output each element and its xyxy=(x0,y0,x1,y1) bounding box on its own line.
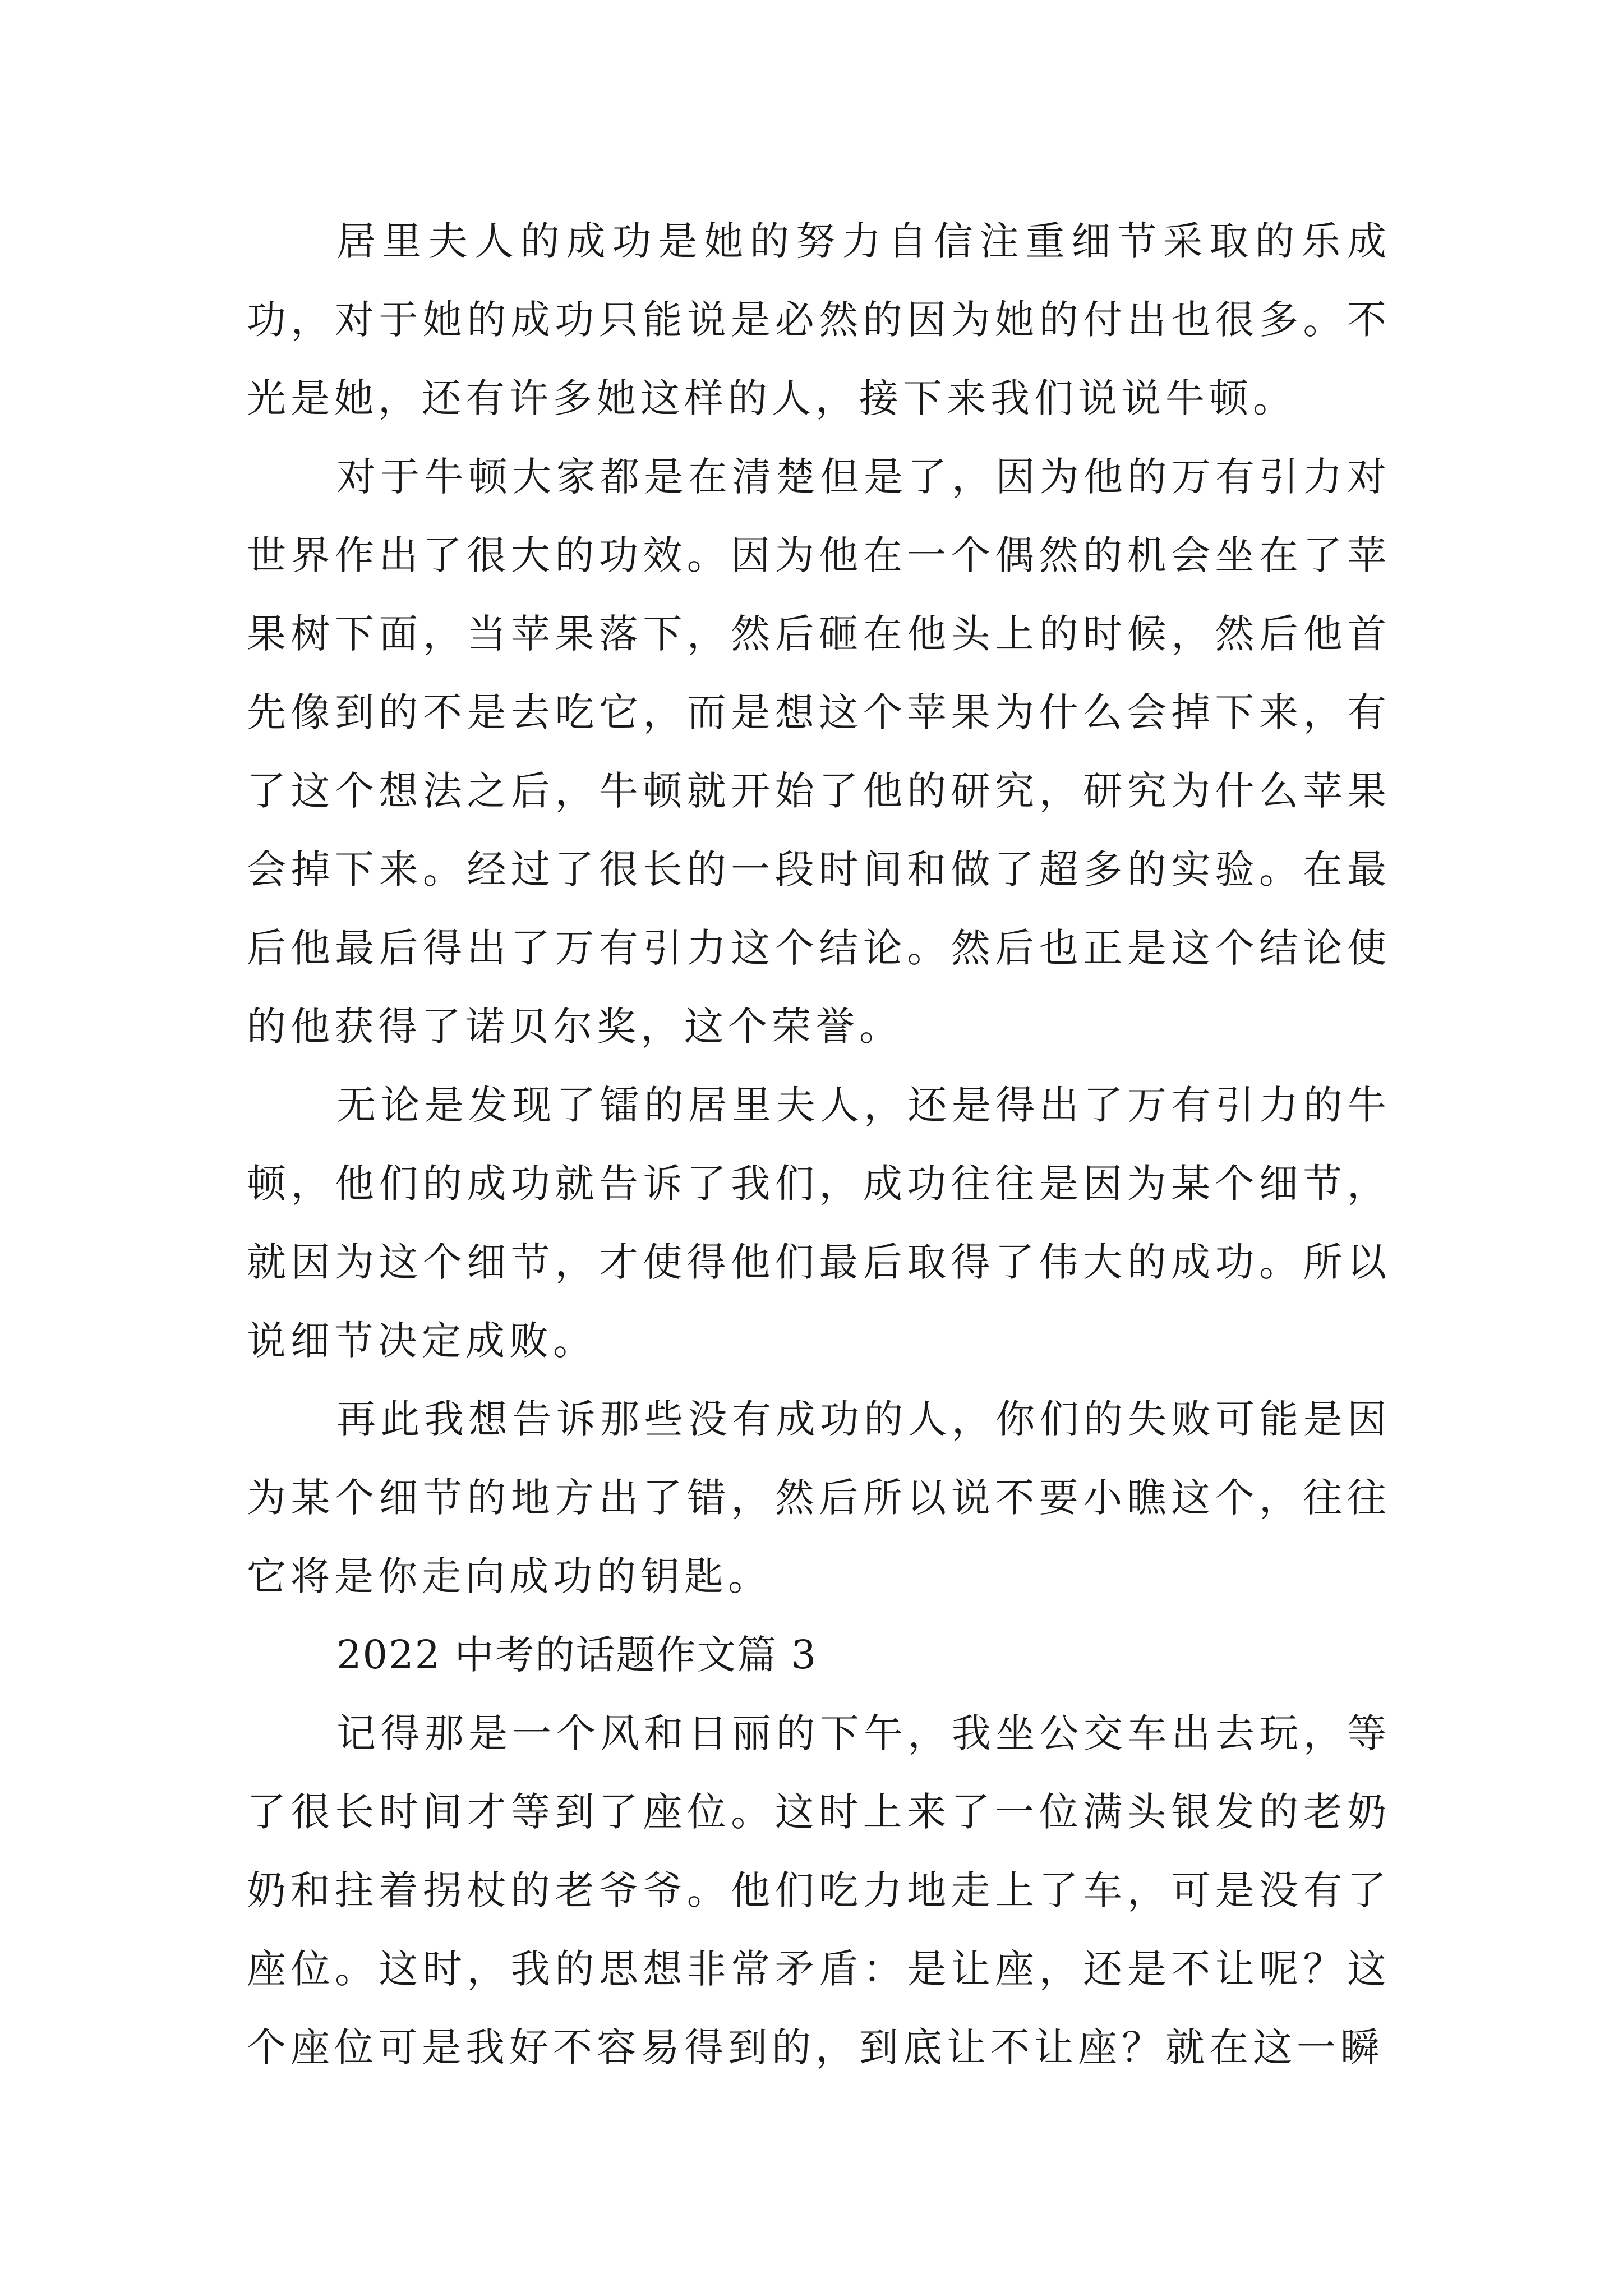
section-heading: 2022 中考的话题作文篇 3 xyxy=(336,1632,818,1678)
paragraph-curie: 居里夫人的成功是她的努力自信注重细节采取的乐成功，对于她的成功只能说是必然的因为她的付出也很多。不光是她，还有许多她这样的人，接下来我们说说牛顿。 xyxy=(247,218,1391,421)
paragraph-newton: 对于牛顿大家都是在清楚但是了，因为他的万有引力对世界作出了很大的功效。因为他在一个偶然的机会坐在了苹果树下面，当苹果落下，然后砸在他头上的时候，然后他首先像到的不是去吃它，而是想这个苹果为什么会掉下来，有了这个想法之后，牛顿就开始了他的研究，研究为什么苹果会掉下来。经过了很长的一段时间和做了超多的实验。在最后他最后得出了万有引力这个结论。然后也正是这个结论使的他获得了诺贝尔奖，这个荣誉。 xyxy=(247,454,1391,1050)
paragraph-conclusion: 无论是发现了镭的居里夫人，还是得出了万有引力的牛顿，他们的成功就告诉了我们，成功往往是因为某个细节，就因为这个细节，才使得他们最后取得了伟大的成功。所以说细节决定成败。 xyxy=(247,1082,1391,1364)
paragraph-advice: 再此我想告诉那些没有成功的人，你们的失败可能是因为某个细节的地方出了错，然后所以说不要小瞧这个，往往它将是你走向成功的钥匙。 xyxy=(247,1396,1391,1599)
paragraph-bus-story: 记得那是一个风和日丽的下午，我坐公交车出去玩，等了很长时间才等到了座位。这时上来了一位满头银发的老奶奶和拄着拐杖的老爷爷。他们吃力地走上了车，可是没有了座位。这时，我的思想非常矛盾：是让座，还是不让呢？这个座位可是我好不容易得到的，到底让不让座？就在这一瞬 xyxy=(247,1710,1391,2070)
document-body xyxy=(247,202,1391,2087)
